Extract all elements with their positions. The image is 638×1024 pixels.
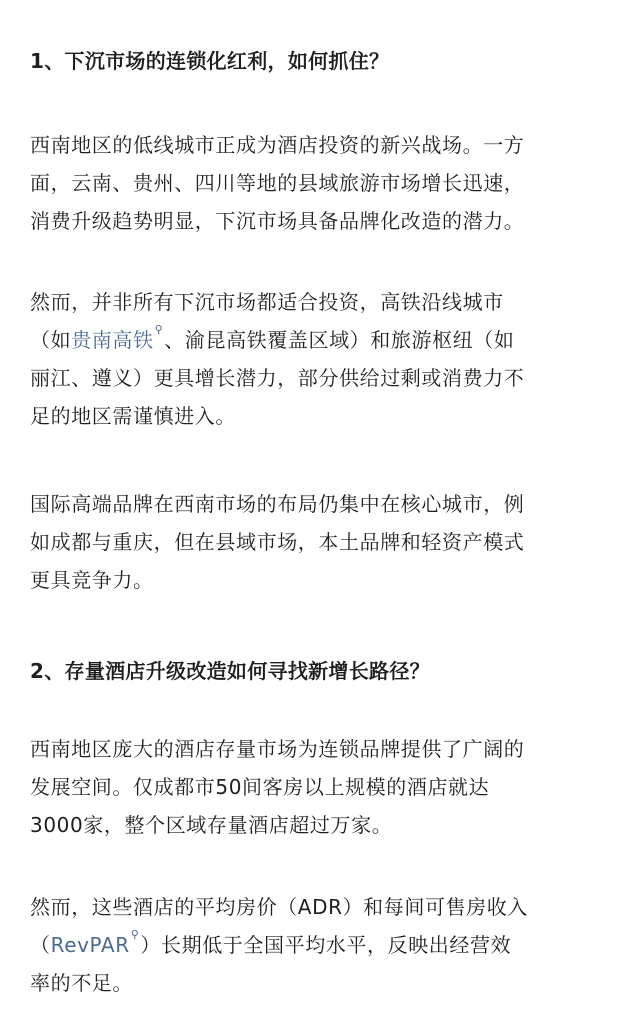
text-line: 如成都与重庆，但在县域市场，本土品牌和轻资产模式 xyxy=(30,530,525,554)
text-line: 西南地区的低线城市正成为酒店投资的新兴战场。一方 xyxy=(30,133,525,157)
text-line: 更具竞争力。 xyxy=(30,568,154,592)
section-2-paragraph-1 xyxy=(30,730,612,844)
search-link-guinan-railway[interactable]: 贵南高铁 xyxy=(71,328,154,352)
text-line: 西南地区庞大的酒店存量市场为连锁品牌提供了广阔的 xyxy=(30,737,525,761)
text-fragment: （如 xyxy=(30,328,72,352)
section-2-heading: 2、存量酒店升级改造如何寻找新增长路径？ xyxy=(30,659,430,683)
section-1-paragraph-1 xyxy=(30,126,612,240)
text-line: 发展空间。仅成都市50间客房以上规模的酒店就达 xyxy=(30,775,490,799)
text-line: 率的不足。 xyxy=(30,971,133,995)
text-line: 面，云南、贵州、四川等地的县域旅游市场增长迅速， xyxy=(30,171,525,195)
text-line: 然而，并非所有下沉市场都适合投资，高铁沿线城市 xyxy=(30,290,504,314)
search-link-revpar[interactable]: RevPAR xyxy=(50,933,130,957)
text-line-with-link xyxy=(30,926,612,964)
text-fragment: 、渝昆高铁覆盖区域）和旅游枢纽（如 xyxy=(164,328,515,352)
search-icon[interactable]: ⚲ xyxy=(154,323,164,336)
text-line: 3000家，整个区域存量酒店超过万家。 xyxy=(30,813,393,837)
text-line-with-link xyxy=(30,321,612,359)
text-fragment: ）长期低于全国平均水平，反映出经营效 xyxy=(140,933,512,957)
section-2-paragraph-2 xyxy=(30,888,612,1002)
search-icon[interactable]: ⚲ xyxy=(130,928,140,941)
text-line: 足的地区需谨慎进入。 xyxy=(30,404,236,428)
text-line: 丽江、遵义）更具增长潜力，部分供给过剩或消费力不 xyxy=(30,366,525,390)
text-fragment: （ xyxy=(30,933,51,957)
text-line: 然而，这些酒店的平均房价（ADR）和每间可售房收入 xyxy=(30,895,528,919)
text-line: 消费升级趋势明显，下沉市场具备品牌化改造的潜力。 xyxy=(30,209,525,233)
text-line: 国际高端品牌在西南市场的布局仍集中在核心城市，例 xyxy=(30,492,525,516)
section-1-paragraph-3 xyxy=(30,485,612,599)
section-1-heading: 1、下沉市场的连锁化红利，如何抓住？ xyxy=(30,49,390,73)
section-1-paragraph-2 xyxy=(30,283,612,435)
